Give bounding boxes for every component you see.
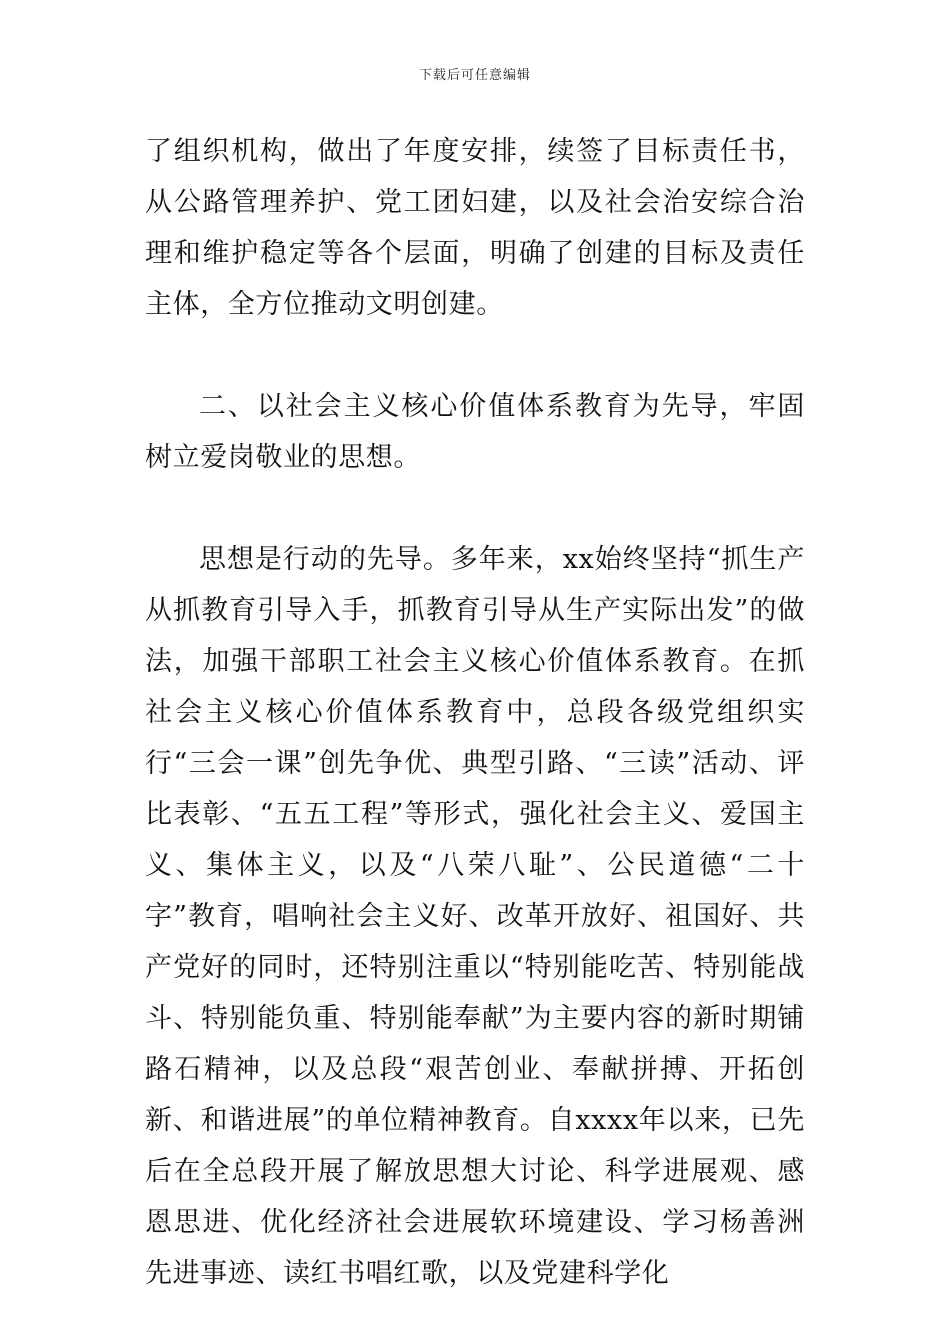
page-header: 下载后可任意编辑	[418, 68, 531, 83]
document-body	[145, 126, 805, 1299]
paragraph-continuation: 了组织机构，做出了年度安排，续签了目标责任书，从公路管理养护、党工团妇建，以及社会治安综合治理和维护稳定等各个层面，明确了创建的目标及责任主体，全方位推动文明创建。	[145, 136, 805, 320]
section-heading: 二、以社会主义核心价值体系教育为先导，牢固树立爱岗敬业的思想。	[145, 391, 805, 473]
paragraph-body: 思想是行动的先导。多年来，xx始终坚持“抓生产从抓教育引导入手，抓教育引导从生产实际出发”的做法，加强干部职工社会主义核心价值体系教育。在抓社会主义核心价值体系教育中，总段各级党组织实行“三会一课”创先争优、典型引路、“三读”活动、评比表彰、“五五工程”等形式，强化社会主义、爱国主义、集体主义，以及“八荣八耻”、公民道德“二十字”教育，唱响社会主义好、改革开放好、祖国好、共产党好的同时，还特别注重以“特别能吃苦、特别能战斗、特别能负重、特别能奉献”为主要内容的新时期铺路石精神，以及总段“艰苦创业、奉献拼搏、开拓创新、和谐进展”的单位精神教育。自xxxx年以来，已先后在全总段开展了解放思想大讨论、科学进展观、感恩思进、优化经济社会进展软环境建设、学习杨善洲先进事迹、读红书唱红歌，以及党建科学化	[145, 544, 805, 1289]
